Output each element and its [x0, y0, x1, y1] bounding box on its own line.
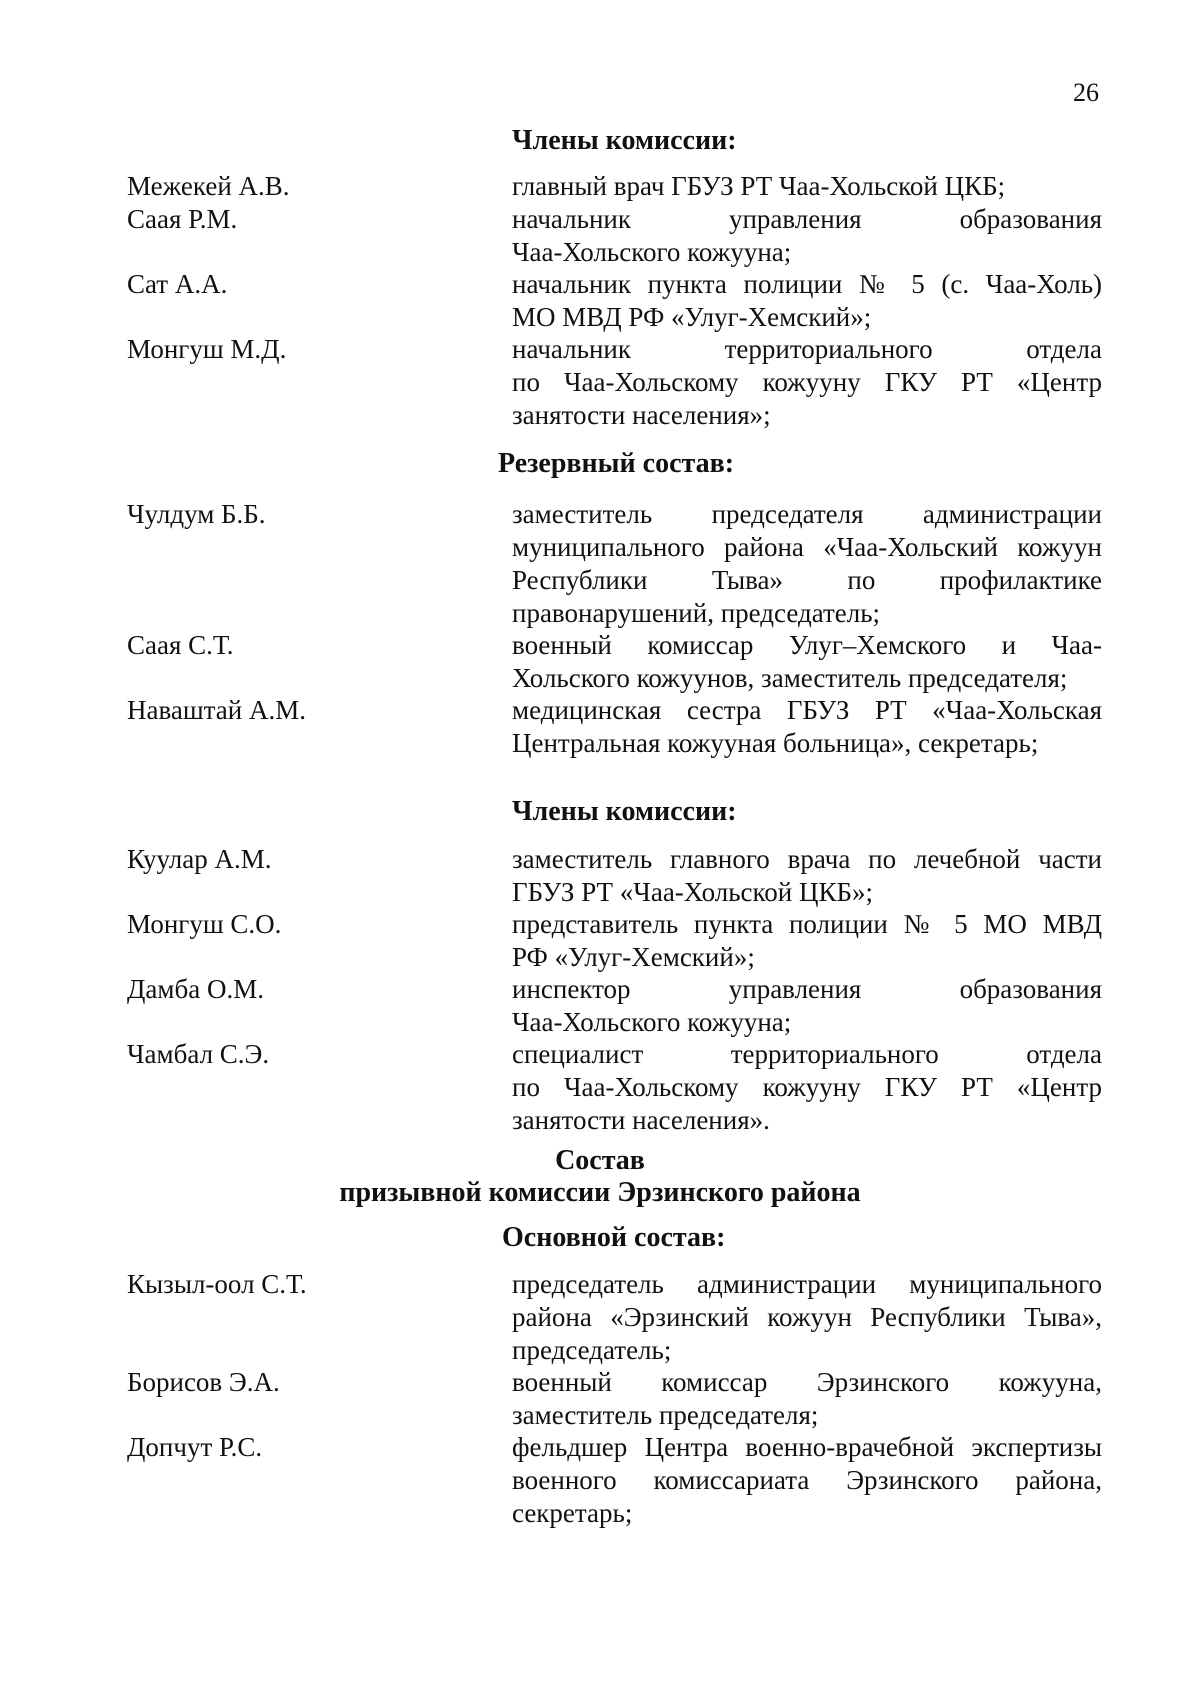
composition-title: Состав — [555, 1145, 645, 1176]
role-line: председатель администрации муниципального — [512, 1269, 1102, 1299]
section-heading-members: Члены комиссии: — [512, 125, 737, 156]
member-name: Монгуш М.Д. — [127, 334, 287, 364]
member-role — [512, 498, 1102, 630]
member-name: Дамба О.М. — [127, 974, 264, 1004]
member-role — [512, 1268, 1102, 1367]
member-role — [512, 629, 1102, 695]
member-role — [512, 268, 1102, 334]
member-name: Чамбал С.Э. — [127, 1039, 270, 1069]
member-role — [512, 1431, 1102, 1530]
composition-subtitle: призывной комиссии Эрзинского района — [339, 1177, 861, 1208]
role-line: начальник пункта полиции № 5 (с. Чаа-Холь) — [512, 269, 1102, 299]
role-line: секретарь; — [512, 1498, 633, 1528]
member-name: Чулдум Б.Б. — [127, 499, 266, 529]
member-role — [512, 843, 1102, 909]
role-line: медицинская сестра ГБУЗ РТ «Чаа-Хольская — [512, 695, 1102, 725]
role-line: занятости населения»; — [512, 400, 771, 430]
member-role — [512, 908, 1102, 974]
section-heading-basic: Основной состав: — [502, 1222, 726, 1253]
role-line: начальник территориального отдела — [512, 334, 1102, 364]
member-name: Борисов Э.А. — [127, 1367, 280, 1397]
role-line: Хольского кожуунов, заместитель председателя; — [512, 663, 1068, 693]
member-role — [512, 973, 1102, 1039]
member-name: Саая Р.М. — [127, 204, 238, 234]
role-line: района «Эрзинский кожуун Республики Тыва», — [512, 1302, 1102, 1332]
member-name: Кызыл-оол С.Т. — [127, 1269, 307, 1299]
role-line: заместитель главного врача по лечебной части — [512, 844, 1102, 874]
role-line: военный комиссар Улуг–Хемского и Чаа- — [512, 630, 1102, 660]
role-line: представитель пункта полиции № 5 МО МВД — [512, 909, 1102, 939]
role-line: заместитель председателя; — [512, 1400, 819, 1430]
role-line: заместитель председателя администрации — [512, 499, 1102, 529]
role-line: Республики Тыва» по профилактике — [512, 565, 1102, 595]
role-line: по Чаа-Хольскому кожууну ГКУ РТ «Центр — [512, 1072, 1102, 1102]
member-role — [512, 203, 1102, 269]
role-line: Центральная кожууная больница», секретарь; — [512, 728, 1039, 758]
role-line: муниципального района «Чаа-Хольский кожуун — [512, 532, 1102, 562]
role-line: РФ «Улуг-Хемский»; — [512, 942, 755, 972]
role-line: специалист территориального отдела — [512, 1039, 1102, 1069]
section-heading-reserve: Резервный состав: — [498, 448, 735, 479]
member-role — [512, 170, 1102, 203]
member-role — [512, 694, 1102, 760]
member-name: Саая С.Т. — [127, 630, 234, 660]
role-line: военный комиссар Эрзинского кожууна, — [512, 1367, 1102, 1397]
member-name: Допчут Р.С. — [127, 1432, 263, 1462]
role-line: инспектор управления образования — [512, 974, 1102, 1004]
member-role — [512, 1366, 1102, 1432]
page-number: 26 — [1073, 78, 1099, 107]
role-line: военного комиссариата Эрзинского района, — [512, 1465, 1102, 1495]
role-line: фельдшер Центра военно-врачебной экспертизы — [512, 1432, 1102, 1462]
role-line: главный врач ГБУЗ РТ Чаа-Хольской ЦКБ; — [512, 171, 1006, 201]
role-line: МО МВД РФ «Улуг-Хемский»; — [512, 302, 872, 332]
section-heading-members: Члены комиссии: — [512, 796, 737, 827]
member-name: Межекей А.В. — [127, 171, 290, 201]
role-line: по Чаа-Хольскому кожууну ГКУ РТ «Центр — [512, 367, 1102, 397]
role-line: занятости населения». — [512, 1105, 770, 1135]
role-line: Чаа-Хольского кожууна; — [512, 237, 792, 267]
member-role — [512, 1038, 1102, 1137]
member-role — [512, 333, 1102, 432]
role-line: ГБУЗ РТ «Чаа-Хольской ЦКБ»; — [512, 877, 873, 907]
role-line: правонарушений, председатель; — [512, 598, 881, 628]
member-name: Куулар А.М. — [127, 844, 272, 874]
role-line: Чаа-Хольского кожууна; — [512, 1007, 792, 1037]
role-line: председатель; — [512, 1335, 672, 1365]
member-name: Сат А.А. — [127, 269, 228, 299]
member-name: Монгуш С.О. — [127, 909, 282, 939]
role-line: начальник управления образования — [512, 204, 1102, 234]
member-name: Наваштай А.М. — [127, 695, 306, 725]
